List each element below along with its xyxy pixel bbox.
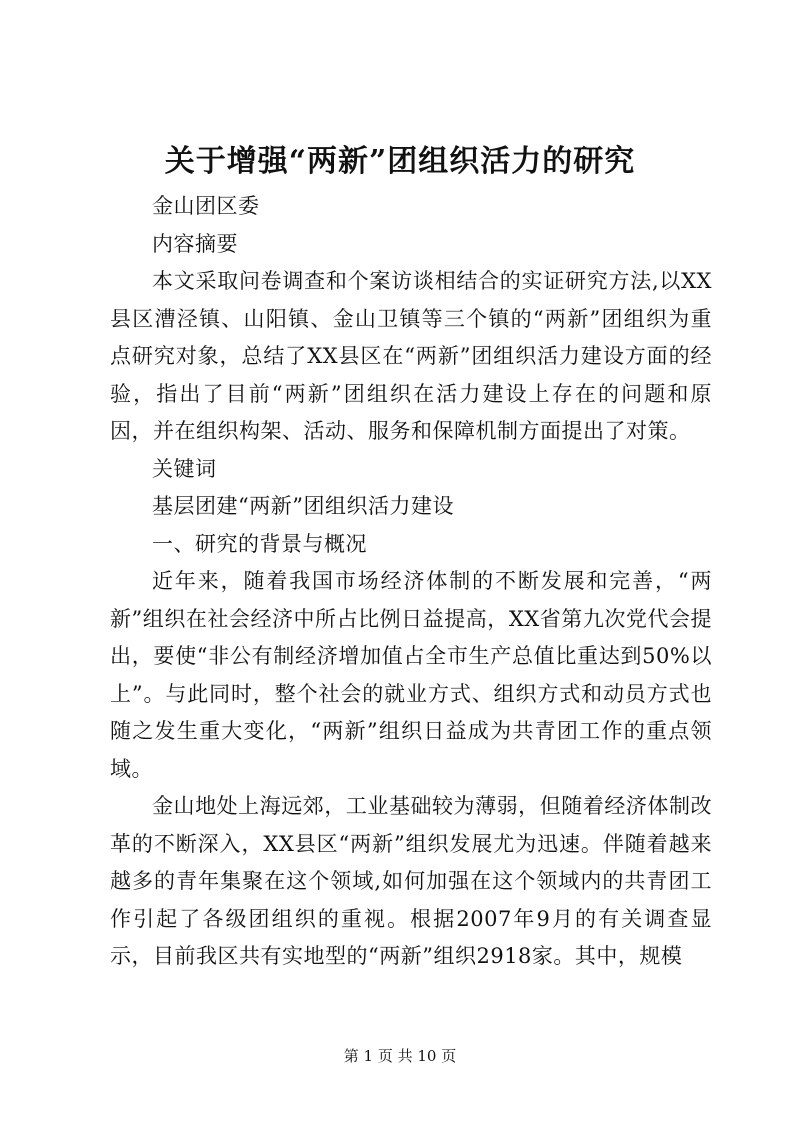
keywords-paragraph: 基层团建“两新”团组织活力建设 (152, 494, 454, 518)
author-line: 金山团区委 (152, 194, 260, 218)
body-paragraph: 金山地处上海远郊，工业基础较为薄弱，但随着经济体制改革的不断深入，XX县区“两新”组织发展尤为迅速。伴随着越来越多的青年集聚在这个领域,如何加强在这个领域内的共青团工作引起了各级团组织的重视。根据2007年9月的有关调查显示，目前我区共有实地型的“两新”组织2918家。其中，规模 (110, 794, 712, 968)
page-footer: 第 1 页 共 10 页 (343, 1047, 457, 1065)
document-body (110, 188, 712, 976)
body-paragraph: 近年来，随着我国市场经济体制的不断发展和完善，“两新”组织在社会经济中所占比例日益提高，XX省第九次党代会提出，要使“非公有制经济增加值占全市生产总值比重达到50%以上”。与此同时，整个社会的就业方式、组织方式和动员方式也随之发生重大变化，“两新”组织日益成为共青团工作的重点领域。 (110, 569, 712, 781)
document-title: 关于增强“两新”团组织活力的研究 (164, 144, 636, 179)
abstract-paragraph: 本文采取问卷调查和个案访谈相结合的实证研究方法,以XX县区漕泾镇、山阳镇、金山卫镇等三个镇的“两新”团组织为重点研究对象，总结了XX县区在“两新”团组织活力建设方面的经验，指出了目前“两新”团组织在活力建设上存在的问题和原因，并在组织构架、活动、服务和保障机制方面提出了对策。 (110, 269, 712, 443)
section-heading: 一、研究的背景与概况 (152, 531, 367, 556)
abstract-heading: 内容摘要 (152, 231, 238, 256)
keywords-heading: 关键词 (152, 456, 217, 481)
